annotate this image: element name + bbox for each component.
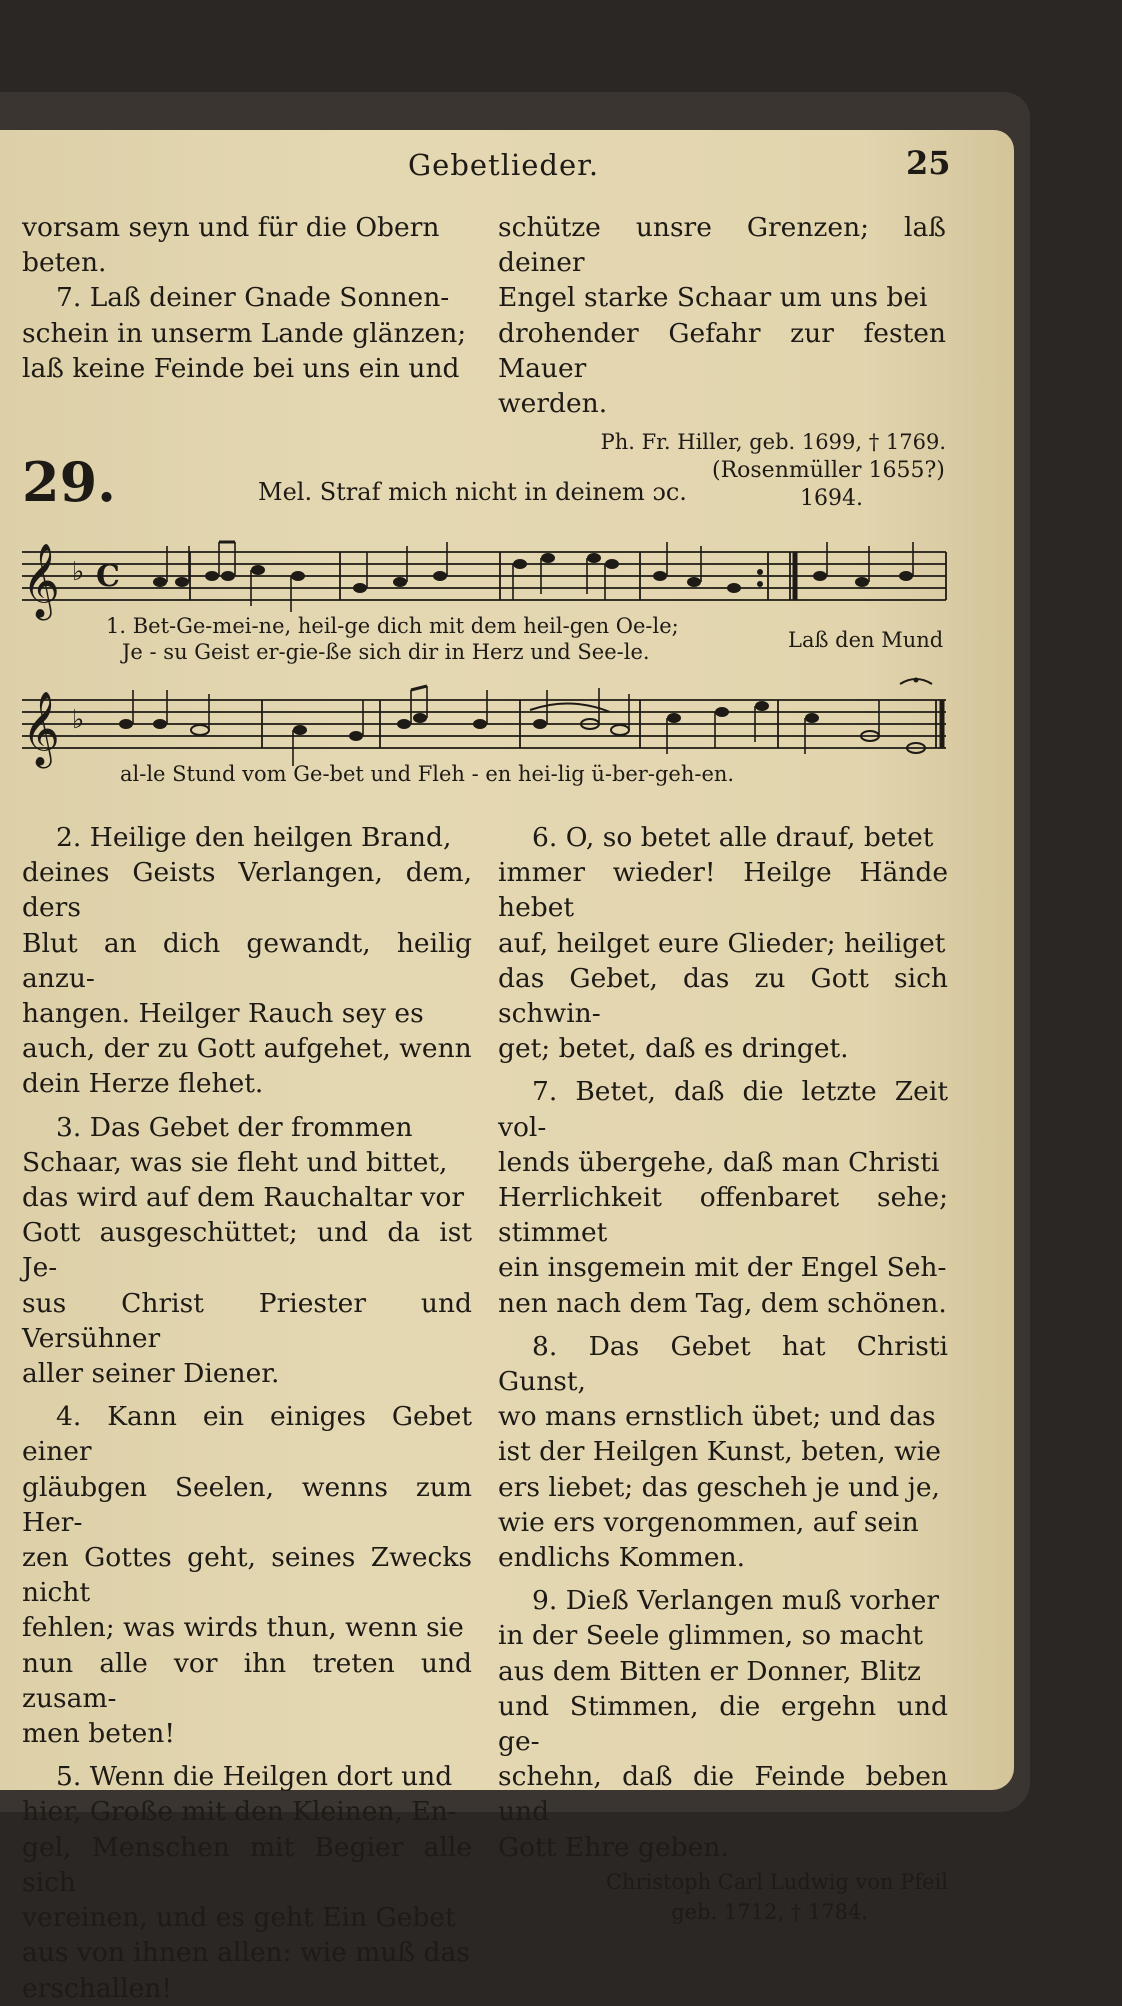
- top-left-column: [22, 210, 470, 386]
- stanza-6: 6. O, so betet alle drauf, betet immer wieder! Heilge Hände hebet auf, heilget eure Glieder; heiliget das Gebet, das zu Gott sich schwin- get; betet, daß es dringet.: [498, 822, 948, 1065]
- lyrics-line-1-verse-1: 1. Bet-Ge-mei-ne, heil-ge dich mit dem heil-gen Oe-le;: [106, 614, 679, 638]
- stanza-3: 3. Das Gebet der frommen Schaar, was sie fleht und bittet, das wird auf dem Rauchaltar vor Gott ausgeschüttet; und da ist Je- sus Christ Priester und Versühner aller seiner Diener.: [22, 1111, 472, 1390]
- top-right-column: [498, 210, 946, 457]
- melody-year: 1694.: [800, 486, 863, 511]
- author-dates: geb. 1712, † 1784.: [671, 1899, 868, 1924]
- melody-reference: Mel. Straf mich nicht in deinem ɔc.: [258, 478, 687, 506]
- stanza-5: 5. Wenn die Heilgen dort und hier, Große mit den Kleinen, En- gel, Menschen mit Begier alle sich vereinen, und es geht Ein Gebet aus von ihnen allen: wie muß das erschallen!: [22, 1761, 472, 2004]
- running-header: Gebetlieder.: [408, 148, 600, 182]
- stanza-8: 8. Das Gebet hat Christi Gunst, wo mans ernstlich übet; und das ist der Heilgen Kunst, beten, wie ers liebet; das gescheh je und je, wie ers vorgenommen, auf sein endlichs Kommen.: [498, 1330, 948, 1574]
- stanzas-right-column: [498, 820, 948, 1927]
- previous-hymn-stanza-7: 7. Laß deiner Gnade Sonnen- schein in unserm Lande glänzen; laß keine Feinde bei uns ein und: [22, 282, 467, 384]
- previous-hymn-attribution: Ph. Fr. Hiller, geb. 1699, † 1769.: [600, 430, 946, 455]
- svg-text:𝄞: 𝄞: [22, 692, 60, 766]
- lyrics-line-1-verse-2: Je - su Geist er-gie-ße sich dir in Herz und See-le.: [122, 640, 650, 664]
- previous-hymn-stanza-7-cont: schütze unsre Grenzen; laß deiner Engel starke Schaar um uns bei drohender Gefahr zur festen Mauer werden.: [498, 212, 946, 420]
- author-name: Christoph Carl Ludwig von Pfeil: [605, 1869, 948, 1894]
- melody-source: (Rosenmüller 1655?): [712, 458, 945, 483]
- svg-text:♭: ♭: [72, 705, 85, 735]
- page-number: 25: [906, 144, 951, 182]
- stanza-2: 2. Heilige den heilgen Brand, deines Geists Verlangen, dem, ders Blut an dich gewandt, heilig anzu- hangen. Heilger Rauch sey es auch, der zu Gott aufgehet, wenn dein Herze flehet.: [22, 822, 472, 1100]
- hymn-number: 29.: [22, 450, 116, 514]
- svg-text:♭: ♭: [72, 557, 85, 587]
- lyrics-line-2: al-le Stund vom Ge-bet und Fleh - en hei-lig ü-ber-geh-en.: [120, 762, 735, 786]
- stanza-4: 4. Kann ein einiges Gebet einer gläubgen Seelen, wenns zum Her- zen Gottes geht, seines Zwecks nicht fehlen; was wirds thun, wenn sie nun alle vor ihn treten und zusam- men beten!: [22, 1401, 472, 1750]
- book-page: [0, 130, 1014, 2004]
- previous-hymn-ending: vorsam seyn und für die Obern beten.: [22, 212, 440, 279]
- stanzas-left-column: [22, 820, 472, 2006]
- lyrics-line-1-end: Laß den Mund: [788, 628, 944, 652]
- svg-text:𝄞: 𝄞: [22, 544, 60, 618]
- stanza-9: 9. Dieß Verlangen muß vorher in der Seele glimmen, so macht aus dem Bitten er Donner, Blitz und Stimmen, die ergehn und ge- schehn, daß die Feinde beben und Gott Ehre geben.: [498, 1585, 948, 1863]
- stanza-7: 7. Betet, daß die letzte Zeit vol- lends übergehe, daß man Christi Herrlichkeit offenbaret sehe; stimmet ein insgemein mit der Engel Seh- nen nach dem Tag, dem schönen.: [498, 1076, 948, 1319]
- svg-text:C: C: [96, 559, 120, 594]
